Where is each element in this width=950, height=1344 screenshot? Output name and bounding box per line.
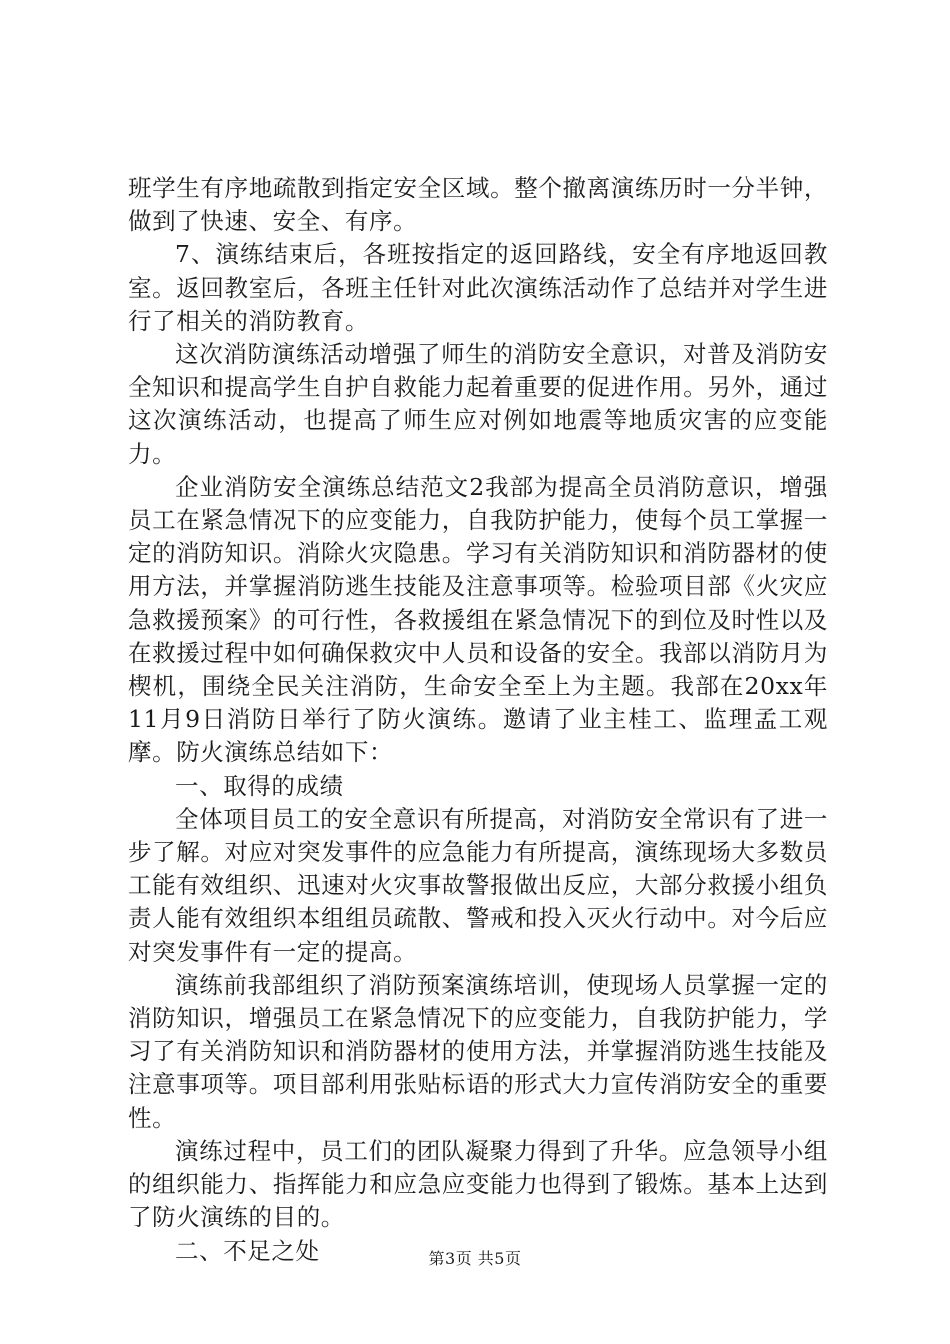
page-number-footer: 第3页 共5页 <box>428 1249 522 1268</box>
section-heading-achievements: 一、取得的成绩 <box>175 771 344 800</box>
paragraph-evacuation-continued: 班学生有序地疏散到指定安全区域。整个撤离演练历时一分半钟，做到了快速、安全、有序。 <box>128 174 828 236</box>
section-heading-shortcomings: 二、不足之处 <box>175 1236 320 1265</box>
paragraph-item-7: 7、演练结束后，各班按指定的返回路线，安全有序地返回教室。返回教室后，各班主任针对此次演练活动作了总结并对学生进行了相关的消防教育。 <box>128 240 828 335</box>
document-body <box>128 172 828 1268</box>
paragraph-sample-2-intro: 企业消防安全演练总结范文2我部为提高全员消防意识，增强员工在紧急情况下的应变能力，自我防护能力，使每个员工掌握一定的消防知识。消除火灾隐患。学习有关消防知识和消防器材的使用方法，并掌握消防逃生技能及注意事项等。检验项目部《火灾应急救援预案》的可行性，各救援组在紧急情况下的到位及时性以及在救援过程中如何确保救灾中人员和设备的安全。我部以消防月为楔机，围绕全民关注消防，生命安全至上为主题。我部在20xx年11月9日消防日举行了防火演练。邀请了业主桂工、监理孟工观摩。防火演练总结如下： <box>128 472 828 767</box>
paragraph-achievements: 全体项目员工的安全意识有所提高，对消防安全常识有了进一步了解。对应对突发事件的应急能力有所提高，演练现场大多数员工能有效组织、迅速对火灾事故警报做出反应，大部分救援小组负责人能有效组织本组组员疏散、警戒和投入灭火行动中。对今后应对突发事件有一定的提高。 <box>128 804 828 966</box>
paragraph-drill-effect: 这次消防演练活动增强了师生的消防安全意识，对普及消防安全知识和提高学生自护自救能力起着重要的促进作用。另外，通过这次演练活动，也提高了师生应对例如地震等地质灾害的应变能力。 <box>128 340 828 468</box>
paragraph-teamwork: 演练过程中，员工们的团队凝聚力得到了升华。应急领导小组的组织能力、指挥能力和应急应变能力也得到了锻炼。基本上达到了防火演练的目的。 <box>128 1136 828 1232</box>
paragraph-training: 演练前我部组织了消防预案演练培训，使现场人员掌握一定的消防知识，增强员工在紧急情况下的应变能力，自我防护能力，学习了有关消防知识和消防器材的使用方法，并掌握消防逃生技能及注意事项等。项目部利用张贴标语的形式大力宣传消防安全的重要性。 <box>128 970 828 1132</box>
